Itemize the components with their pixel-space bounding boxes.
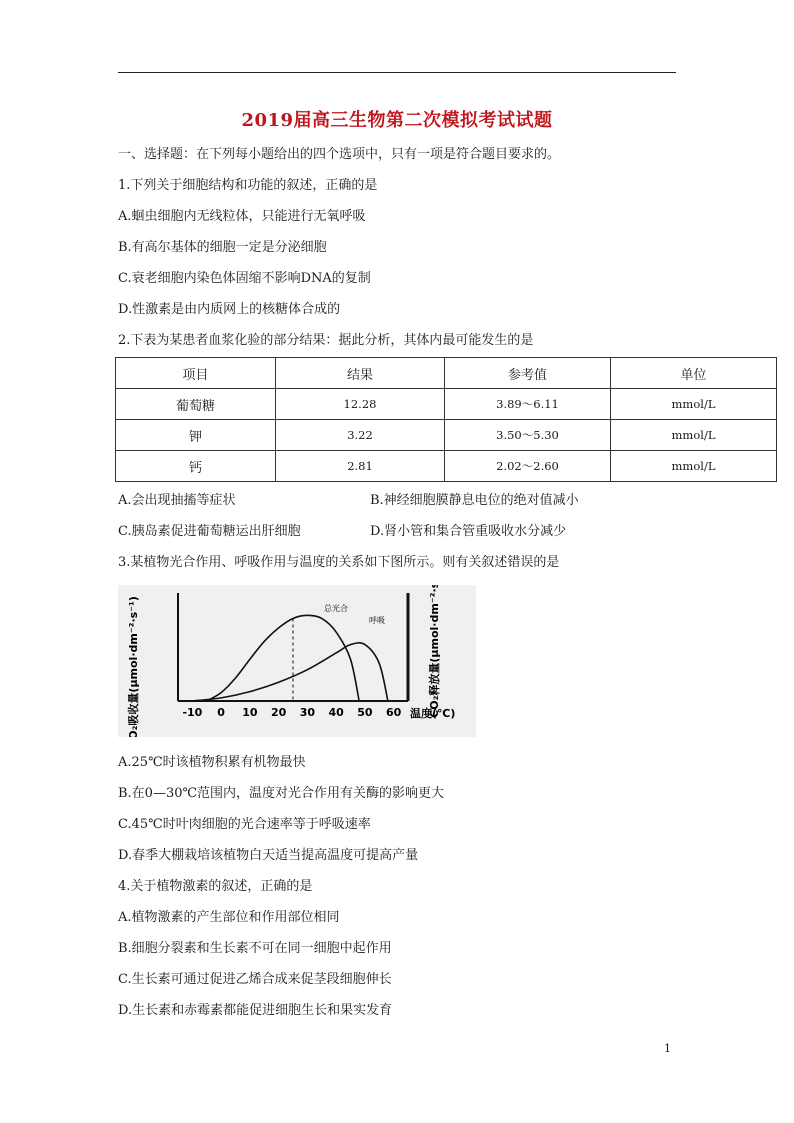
legend-total-photosynthesis: 总光合 [324, 604, 348, 613]
q4-option-c: C.生长素可通过促进乙烯合成来促茎段细胞伸长 [118, 972, 392, 987]
table-cell: 12.28 [276, 389, 445, 420]
page-title: 2019届高三生物第二次模拟考试试题 [241, 110, 553, 131]
q1-option-b: B.有高尔基体的细胞一定是分泌细胞 [118, 240, 327, 255]
table-row [116, 420, 777, 451]
section-instruction: 一、选择题：在下列每小题给出的四个选项中，只有一项是符合题目要求的。 [118, 147, 561, 162]
table-header-item: 项目 [116, 358, 276, 389]
y-axis-label-right: CO₂释放量(μmol·dm⁻²·s⁻¹) [428, 585, 441, 718]
q3-option-d: D.春季大棚栽培该植物白天适当提高温度可提高产量 [118, 848, 419, 863]
x-tick-label: 30 [299, 706, 316, 719]
q1-option-c: C.衰老细胞内染色体固缩不影响DNA的复制 [118, 271, 371, 286]
q3-option-a: A.25℃时该植物积累有机物最快 [118, 755, 306, 770]
q1-option-d: D.性激素是由内质网上的核糖体合成的 [118, 302, 341, 317]
table-cell: 钙 [116, 451, 276, 482]
table-cell: 3.22 [276, 420, 445, 451]
question-2-stem: 2.下表为某患者血浆化验的部分结果：据此分析，其体内最可能发生的是 [118, 333, 534, 348]
x-tick-label: 0 [217, 706, 225, 719]
table-header-result: 结果 [276, 358, 445, 389]
q3-option-b: B.在0—30℃范围内，温度对光合作用有关酶的影响更大 [118, 786, 445, 801]
table-cell: 3.89～6.11 [445, 389, 611, 420]
x-tick-label: 20 [270, 706, 287, 719]
q2-option-b: B.神经细胞膜静息电位的绝对值减小 [370, 493, 579, 508]
q2-option-d: D.肾小管和集合管重吸收水分减少 [370, 524, 567, 539]
x-tick-label: 60 [385, 706, 402, 719]
q2-option-c: C.胰岛素促进葡萄糖运出肝细胞 [118, 524, 301, 539]
blood-test-table [115, 357, 777, 482]
x-tick-label: 50 [357, 706, 373, 719]
table-header-reference: 参考值 [445, 358, 611, 389]
table-cell: 葡萄糖 [116, 389, 276, 420]
q3-option-c: C.45℃时叶肉细胞的光合速率等于呼吸速率 [118, 817, 371, 832]
chart-svg [118, 585, 476, 737]
x-axis-label: 温度(℃) [410, 707, 456, 720]
header-rule [118, 72, 676, 73]
q4-option-b: B.细胞分裂素和生长素不可在同一细胞中起作用 [118, 941, 392, 956]
question-3-stem: 3.某植物光合作用、呼吸作用与温度的关系如下图所示。则有关叙述错误的是 [118, 555, 560, 570]
table-cell: 2.02～2.60 [445, 451, 611, 482]
table-row [116, 451, 777, 482]
x-tick-label: 10 [242, 706, 258, 719]
question-1-stem: 1.下列关于细胞结构和功能的叙述，正确的是 [118, 178, 378, 193]
table-row [116, 389, 777, 420]
x-tick-label: -10 [182, 706, 203, 719]
table-header-unit: 单位 [611, 358, 777, 389]
table-cell: mmol/L [611, 451, 777, 482]
page-number: 1 [664, 1042, 671, 1055]
legend-respiration: 呼吸 [369, 616, 385, 625]
q2-option-a: A.会出现抽搐等症状 [118, 493, 236, 508]
table-cell: mmol/L [611, 389, 777, 420]
question-4-stem: 4.关于植物激素的叙述，正确的是 [118, 879, 313, 894]
table-cell: mmol/L [611, 420, 777, 451]
table-header-row [116, 358, 777, 389]
x-tick-label: 40 [328, 706, 344, 719]
table-cell: 2.81 [276, 451, 445, 482]
table-cell: 钾 [116, 420, 276, 451]
y-axis-label-left: CO₂吸收量(μmol·dm⁻²·s⁻¹) [127, 596, 140, 737]
series-line-total-photosynthesis [207, 615, 359, 701]
table-cell: 3.50～5.30 [445, 420, 611, 451]
q4-option-d: D.生长素和赤霉素都能促进细胞生长和果实发育 [118, 1003, 393, 1018]
q4-option-a: A.植物激素的产生部位和作用部位相同 [118, 910, 340, 925]
q1-option-a: A.蛔虫细胞内无线粒体，只能进行无氧呼吸 [118, 209, 366, 224]
temperature-chart [118, 585, 476, 737]
